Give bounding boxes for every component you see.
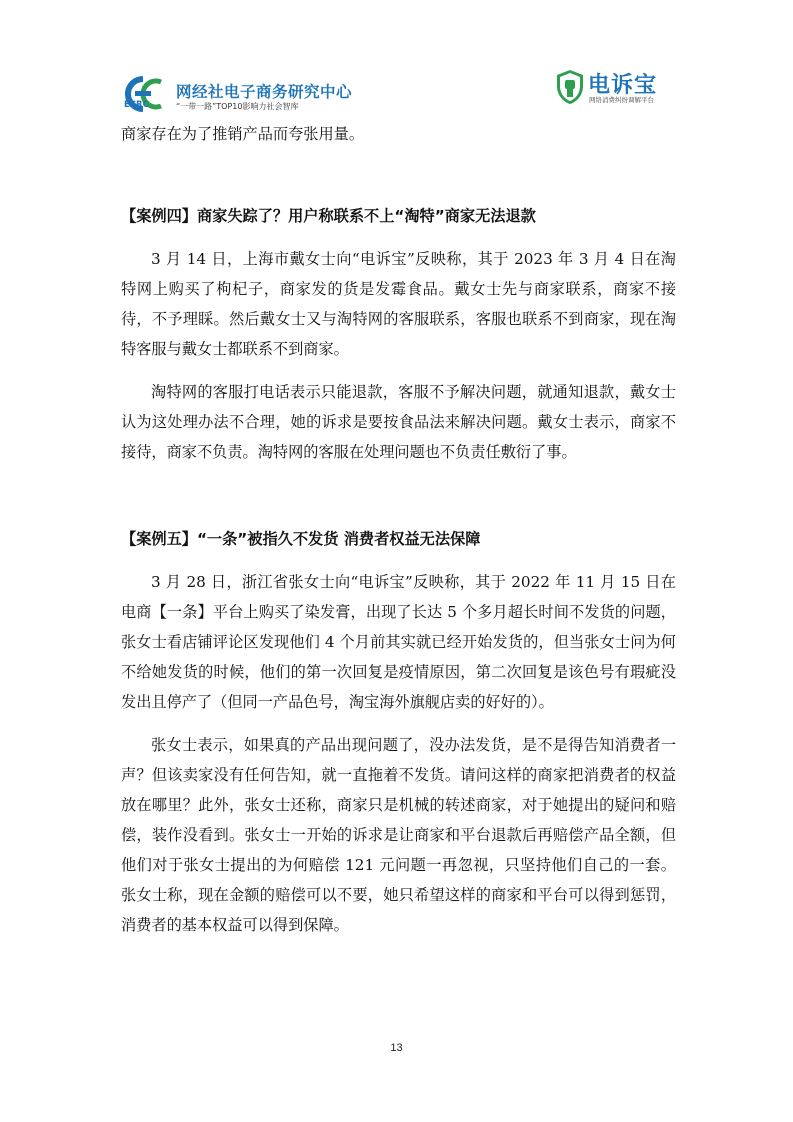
- case-four-paragraph-2: 淘特网的客服打电话表示只能退款，客服不予解决问题，就通知退款，戴女士认为这处理办法不合理，她的诉求是要按食品法来解决问题。戴女士表示，商家不接待，商家不负责。淘特网的客服在处理问题也不负责任敷衍了事。: [121, 383, 676, 461]
- case-five-paragraph-2: 张女士表示，如果真的产品出现问题了，没办法发货，是不是得告知消费者一声？但该卖家没有任何告知，就一直拖着不发货。请问这样的商家把消费者的权益放在哪里？此外，张女士还称，商家只是机械的转述商家，对于她提出的疑问和赔偿，装作没看到。张女士一开始的诉求是让商家和平台退款后再赔偿产品全额，但他们对于张女士提出的为何赔偿 121 元问题一再忽视，只坚持他们自己的一套。张女士称，现在金额的赔偿可以不要，她只希望这样的商家和平台可以得到惩罚，消费者的基本权益可以得到保障。: [121, 736, 676, 934]
- dsb-subtitle: 网络消费纠纷调解平台: [589, 96, 654, 104]
- case-five-paragraph-1: 3 月 28 日，浙江省张女士向“电诉宝”反映称，其于 2022 年 11 月 15 日在电商【一条】平台上购买了染发膏，出现了长达 5 个多月超长时间不发货的问题，张女士看店铺评论区发现他们 4 个月前其实就已经开始发货的，但当张女士问为何不给她发货的时候，他们的第一次回复是疫情原因，第二次回复是该色号有瑕疵没发出且停产了（但同一产品色号，淘宝海外旗舰店卖的好好的）。: [121, 573, 676, 711]
- dsb-title: 电诉宝: [588, 73, 658, 98]
- ecrc-title: 网经社电子商务研究中心: [176, 83, 353, 101]
- shield-fist-icon: [555, 69, 585, 105]
- intro-paragraph: 商家存在为了推销产品而夸张用量。: [121, 125, 364, 143]
- case-five-section: [121, 524, 676, 940]
- case-four-section: [121, 201, 676, 467]
- page-number: 13: [390, 1042, 403, 1054]
- page-header: [0, 0, 793, 120]
- case-four-paragraph-1: 3 月 14 日，上海市戴女士向“电诉宝”反映称，其于 2023 年 3 月 4 日在淘特网上购买了枸杞子，商家发的货是发霉食品。戴女士先与商家联系，商家不接待，不予理睬。然后戴女士又与淘特网的客服联系，客服也联系不到商家，现在淘特客服与戴女士都联系不到商家。: [121, 250, 676, 358]
- case-five-title: 【案例五】“一条”被指久不发货 消费者权益无法保障: [121, 530, 481, 548]
- intro-block: [121, 119, 676, 149]
- case-four-title: 【案例四】商家失踪了？用户称联系不上“淘特”商家无法退款: [121, 207, 536, 225]
- ecrc-abbreviation: ECRC: [124, 100, 149, 110]
- ecrc-subtitle: “一带一路”TOP10影响力社会智库: [176, 102, 299, 111]
